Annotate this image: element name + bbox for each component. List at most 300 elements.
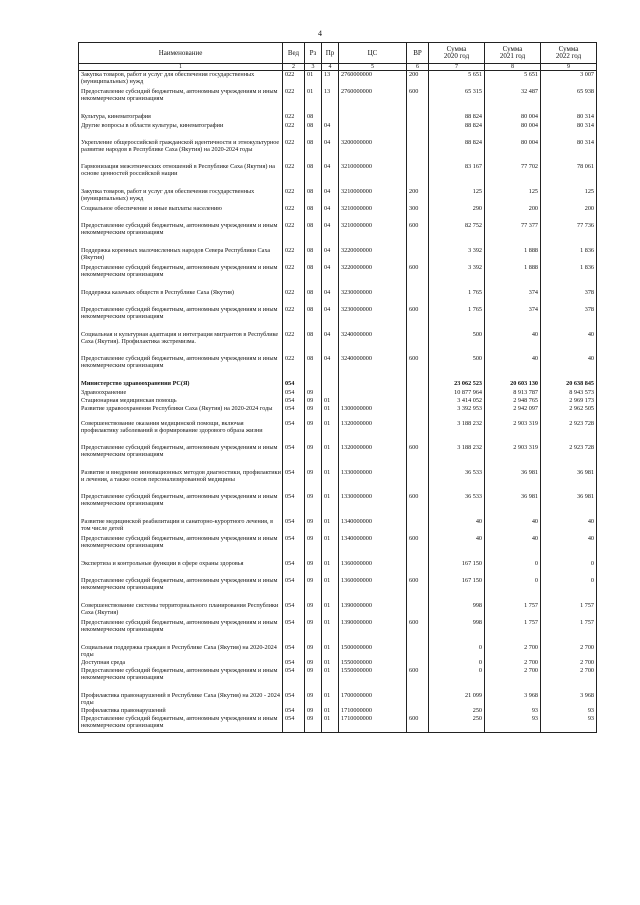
table-row	[79, 692, 597, 707]
cell-s3: 0	[541, 560, 597, 577]
cell-vr	[407, 707, 429, 715]
cell-cs: 1330000000	[339, 493, 407, 510]
cell-vr: 600	[407, 619, 429, 636]
spacer-cell	[283, 372, 305, 380]
cell-s3: 78 061	[541, 163, 597, 180]
cell-pr: 01	[322, 619, 339, 636]
cell-pr: 01	[322, 644, 339, 659]
spacer-cell	[429, 105, 485, 113]
spacer-cell	[407, 323, 429, 331]
cell-vr	[407, 420, 429, 444]
spacer-cell	[322, 131, 339, 139]
row-spacer	[79, 684, 597, 692]
cell-cs: 3210000000	[339, 188, 407, 205]
cell-cs: 1700000000	[339, 692, 407, 707]
spacer-cell	[79, 131, 283, 139]
spacer-cell	[322, 214, 339, 222]
cell-s2: 77 702	[485, 163, 541, 180]
spacer-cell	[339, 372, 407, 380]
spacer-cell	[79, 214, 283, 222]
cell-vr	[407, 469, 429, 493]
cell-cs: 3210000000	[339, 222, 407, 239]
cell-ved: 022	[283, 264, 305, 281]
cell-name: Предоставление субсидий бюджетным, автономным учреждениям и иным некоммерческим организациям	[79, 493, 283, 510]
cell-name: Предоставление субсидий бюджетным, автономным учреждениям и иным некоммерческим организациям	[79, 444, 283, 461]
cell-ved: 022	[283, 355, 305, 372]
cell-ved: 054	[283, 380, 305, 389]
spacer-cell	[429, 239, 485, 247]
table-row	[79, 222, 597, 239]
cell-name: Предоставление субсидий бюджетным, автономным учреждениям и иным некоммерческим организациям	[79, 577, 283, 594]
cell-s2: 5 651	[485, 71, 541, 89]
cell-ved: 054	[283, 602, 305, 619]
cell-ved: 054	[283, 535, 305, 552]
cell-s2: 3 968	[485, 692, 541, 707]
spacer-cell	[79, 684, 283, 692]
cell-ved: 054	[283, 577, 305, 594]
cell-name: Развитие медицинской реабилитации и санаторно-курортного лечения, в том числе детей	[79, 518, 283, 535]
spacer-cell	[407, 131, 429, 139]
spacer-cell	[339, 461, 407, 469]
cell-rz: 09	[305, 535, 322, 552]
cell-s3: 1 836	[541, 264, 597, 281]
cell-vr: 600	[407, 444, 429, 461]
spacer-cell	[322, 552, 339, 560]
cell-s2: 0	[485, 577, 541, 594]
cell-rz: 09	[305, 577, 322, 594]
table-row	[79, 535, 597, 552]
row-spacer	[79, 281, 597, 289]
cell-cs: 2760000000	[339, 88, 407, 105]
spacer-cell	[305, 323, 322, 331]
cell-rz: 08	[305, 122, 322, 131]
row-spacer	[79, 298, 597, 306]
cell-s1: 82 752	[429, 222, 485, 239]
spacer-cell	[322, 323, 339, 331]
cell-rz: 08	[305, 188, 322, 205]
spacer-cell	[339, 684, 407, 692]
cell-ved: 054	[283, 444, 305, 461]
row-spacer	[79, 594, 597, 602]
cell-vr	[407, 644, 429, 659]
cell-s1: 3 188 232	[429, 444, 485, 461]
cell-pr: 04	[322, 139, 339, 163]
spacer-cell	[283, 636, 305, 644]
cell-pr: 04	[322, 331, 339, 355]
spacer-cell	[407, 105, 429, 113]
cell-s1: 88 824	[429, 122, 485, 131]
spacer-cell	[283, 105, 305, 113]
cell-s1: 0	[429, 659, 485, 667]
cell-name: Профилактика правонарушений	[79, 707, 283, 715]
row-spacer	[79, 180, 597, 188]
cell-s1: 3 392	[429, 247, 485, 264]
cell-s3: 378	[541, 289, 597, 298]
cell-pr: 13	[322, 88, 339, 105]
cell-pr: 01	[322, 518, 339, 535]
cell-vr: 600	[407, 88, 429, 105]
cell-s1: 88 824	[429, 139, 485, 163]
cell-pr: 01	[322, 444, 339, 461]
spacer-cell	[339, 131, 407, 139]
cell-rz: 09	[305, 659, 322, 667]
column-number-row	[79, 64, 597, 71]
cell-name: Здравоохранение	[79, 389, 283, 397]
spacer-cell	[339, 594, 407, 602]
spacer-cell	[79, 105, 283, 113]
spacer-cell	[339, 298, 407, 306]
spacer-cell	[339, 552, 407, 560]
cell-pr: 04	[322, 163, 339, 180]
spacer-cell	[305, 180, 322, 188]
spacer-cell	[305, 461, 322, 469]
cell-name: Социальная поддержка граждан в Республике Саха (Якутия) на 2020-2024 годы	[79, 644, 283, 659]
spacer-cell	[429, 594, 485, 602]
cell-ved: 022	[283, 71, 305, 89]
spacer-cell	[407, 510, 429, 518]
spacer-cell	[485, 214, 541, 222]
cell-s1: 5 651	[429, 71, 485, 89]
cell-s2: 1 888	[485, 247, 541, 264]
spacer-cell	[79, 298, 283, 306]
table-row	[79, 380, 597, 389]
cell-s2: 36 981	[485, 469, 541, 493]
cell-s2: 40	[485, 355, 541, 372]
spacer-cell	[541, 594, 597, 602]
cell-ved: 054	[283, 667, 305, 684]
cell-vr	[407, 692, 429, 707]
cell-name: Предоставление субсидий бюджетным, автономным учреждениям и иным некоммерческим организациям	[79, 306, 283, 323]
table-row	[79, 389, 597, 397]
cell-pr: 01	[322, 493, 339, 510]
spacer-cell	[283, 180, 305, 188]
cell-cs: 1360000000	[339, 560, 407, 577]
cell-ved: 054	[283, 493, 305, 510]
cell-cs: 1550000000	[339, 659, 407, 667]
cell-pr: 04	[322, 306, 339, 323]
row-spacer	[79, 510, 597, 518]
table-row	[79, 188, 597, 205]
cell-pr: 01	[322, 420, 339, 444]
cell-s2: 2 948 765	[485, 397, 541, 405]
cell-vr	[407, 122, 429, 131]
cell-s1: 500	[429, 355, 485, 372]
spacer-cell	[283, 684, 305, 692]
cell-s3: 80 314	[541, 139, 597, 163]
cell-rz: 09	[305, 560, 322, 577]
cell-s1: 0	[429, 667, 485, 684]
cell-s2: 125	[485, 188, 541, 205]
spacer-cell	[339, 105, 407, 113]
spacer-cell	[283, 552, 305, 560]
table-row	[79, 715, 597, 733]
cell-s1: 1 765	[429, 306, 485, 323]
cell-s2: 1 757	[485, 619, 541, 636]
cell-s1: 40	[429, 535, 485, 552]
table-row	[79, 355, 597, 372]
table-row	[79, 420, 597, 444]
cell-name: Поддержка казачьих обществ в Республике Саха (Якутия)	[79, 289, 283, 298]
cell-name: Предоставление субсидий бюджетным, автономным учреждениям и иным некоммерческим организациям	[79, 355, 283, 372]
spacer-cell	[339, 510, 407, 518]
cell-s1: 3 392 953	[429, 405, 485, 420]
spacer-cell	[305, 636, 322, 644]
cell-rz: 09	[305, 469, 322, 493]
cell-vr	[407, 518, 429, 535]
spacer-cell	[305, 105, 322, 113]
spacer-cell	[283, 214, 305, 222]
cell-vr: 600	[407, 306, 429, 323]
cell-rz: 09	[305, 715, 322, 733]
cell-rz: 09	[305, 518, 322, 535]
cell-s2: 20 603 130	[485, 380, 541, 389]
cell-vr: 600	[407, 577, 429, 594]
cell-rz: 01	[305, 88, 322, 105]
cell-s2: 77 377	[485, 222, 541, 239]
cell-vr	[407, 289, 429, 298]
spacer-cell	[485, 323, 541, 331]
table-row	[79, 707, 597, 715]
cell-vr: 600	[407, 667, 429, 684]
cell-name: Развитие здравоохранения Республики Саха (Якутия) на 2020-2024 годы	[79, 405, 283, 420]
cell-name: Развитие и внедрение инновационных методов диагностики, профилактики и лечения, а также основ персонализированной медицины	[79, 469, 283, 493]
column-header: ЦС	[339, 43, 407, 64]
table-row	[79, 644, 597, 659]
table-row	[79, 577, 597, 594]
column-header: ВР	[407, 43, 429, 64]
cell-ved: 054	[283, 715, 305, 733]
cell-ved: 022	[283, 122, 305, 131]
cell-s1: 40	[429, 518, 485, 535]
spacer-cell	[429, 372, 485, 380]
column-number: 5	[339, 64, 407, 71]
cell-s3: 36 981	[541, 493, 597, 510]
spacer-cell	[339, 281, 407, 289]
spacer-cell	[407, 684, 429, 692]
cell-name: Социальное обеспечение и иные выплаты населению	[79, 205, 283, 214]
cell-cs: 3220000000	[339, 247, 407, 264]
spacer-cell	[429, 510, 485, 518]
spacer-cell	[322, 636, 339, 644]
cell-cs: 1710000000	[339, 707, 407, 715]
cell-s1: 167 150	[429, 560, 485, 577]
spacer-cell	[322, 105, 339, 113]
spacer-cell	[485, 131, 541, 139]
cell-pr: 01	[322, 715, 339, 733]
spacer-cell	[79, 552, 283, 560]
spacer-cell	[79, 372, 283, 380]
cell-ved: 022	[283, 205, 305, 214]
cell-pr: 01	[322, 405, 339, 420]
row-spacer	[79, 214, 597, 222]
spacer-cell	[541, 636, 597, 644]
row-spacer	[79, 131, 597, 139]
cell-s3: 1 836	[541, 247, 597, 264]
cell-s1: 21 099	[429, 692, 485, 707]
cell-cs: 1320000000	[339, 420, 407, 444]
spacer-cell	[429, 298, 485, 306]
cell-s3: 80 314	[541, 122, 597, 131]
table-row	[79, 397, 597, 405]
column-header: Сумма 2022 год	[541, 43, 597, 64]
cell-rz: 09	[305, 619, 322, 636]
cell-s3: 8 943 573	[541, 389, 597, 397]
cell-cs: 1390000000	[339, 602, 407, 619]
cell-pr: 04	[322, 247, 339, 264]
column-number: 9	[541, 64, 597, 71]
table-row	[79, 518, 597, 535]
cell-s2: 32 487	[485, 88, 541, 105]
spacer-cell	[541, 298, 597, 306]
cell-s2: 374	[485, 289, 541, 298]
cell-rz: 09	[305, 444, 322, 461]
spacer-cell	[429, 552, 485, 560]
cell-s1: 998	[429, 619, 485, 636]
cell-s3: 93	[541, 707, 597, 715]
column-number: 8	[485, 64, 541, 71]
cell-s3: 20 638 845	[541, 380, 597, 389]
spacer-cell	[407, 180, 429, 188]
spacer-cell	[541, 105, 597, 113]
spacer-cell	[485, 552, 541, 560]
cell-pr: 01	[322, 602, 339, 619]
cell-vr: 600	[407, 535, 429, 552]
cell-name: Гармонизация межэтнических отношений в Республике Саха (Якутия) на основе ценностей российской нации	[79, 163, 283, 180]
spacer-cell	[283, 323, 305, 331]
spacer-cell	[429, 636, 485, 644]
spacer-cell	[541, 180, 597, 188]
table-header-row	[79, 43, 597, 64]
cell-pr	[322, 380, 339, 389]
cell-s3: 1 757	[541, 602, 597, 619]
cell-pr: 01	[322, 397, 339, 405]
cell-s1: 23 062 523	[429, 380, 485, 389]
cell-s3: 378	[541, 306, 597, 323]
cell-rz: 09	[305, 389, 322, 397]
cell-s2: 1 888	[485, 264, 541, 281]
cell-pr: 04	[322, 355, 339, 372]
cell-rz: 08	[305, 247, 322, 264]
spacer-cell	[79, 636, 283, 644]
cell-s2: 2 903 319	[485, 444, 541, 461]
cell-ved: 054	[283, 420, 305, 444]
column-number: 4	[322, 64, 339, 71]
cell-s2: 40	[485, 535, 541, 552]
cell-name: Предоставление субсидий бюджетным, автономным учреждениям и иным некоммерческим организациям	[79, 619, 283, 636]
cell-cs: 1390000000	[339, 619, 407, 636]
cell-s2: 80 004	[485, 139, 541, 163]
column-number: 1	[79, 64, 283, 71]
spacer-cell	[339, 214, 407, 222]
spacer-cell	[322, 298, 339, 306]
cell-cs: 3220000000	[339, 264, 407, 281]
spacer-cell	[283, 461, 305, 469]
spacer-cell	[305, 239, 322, 247]
cell-s2: 2 942 097	[485, 405, 541, 420]
cell-cs: 3230000000	[339, 306, 407, 323]
spacer-cell	[429, 281, 485, 289]
cell-name: Стационарная медицинская помощь	[79, 397, 283, 405]
spacer-cell	[407, 594, 429, 602]
cell-cs: 1550000000	[339, 667, 407, 684]
budget-table	[78, 42, 597, 733]
spacer-cell	[305, 281, 322, 289]
row-spacer	[79, 636, 597, 644]
spacer-cell	[541, 552, 597, 560]
row-spacer	[79, 239, 597, 247]
cell-vr	[407, 139, 429, 163]
cell-s1: 3 188 232	[429, 420, 485, 444]
cell-vr	[407, 331, 429, 355]
cell-rz: 08	[305, 264, 322, 281]
table-row	[79, 122, 597, 131]
spacer-cell	[339, 180, 407, 188]
spacer-cell	[79, 180, 283, 188]
cell-rz: 08	[305, 306, 322, 323]
table-row	[79, 444, 597, 461]
cell-s2: 200	[485, 205, 541, 214]
cell-name: Предоставление субсидий бюджетным, автономным учреждениям и иным некоммерческим организациям	[79, 715, 283, 733]
cell-pr: 01	[322, 560, 339, 577]
table-row	[79, 602, 597, 619]
cell-s1: 125	[429, 188, 485, 205]
table-row	[79, 113, 597, 122]
table-row	[79, 667, 597, 684]
column-number: 3	[305, 64, 322, 71]
cell-ved: 054	[283, 659, 305, 667]
spacer-cell	[407, 552, 429, 560]
cell-cs: 3210000000	[339, 163, 407, 180]
cell-s3: 200	[541, 205, 597, 214]
spacer-cell	[429, 323, 485, 331]
row-spacer	[79, 552, 597, 560]
cell-vr: 600	[407, 222, 429, 239]
cell-rz: 09	[305, 493, 322, 510]
spacer-cell	[305, 298, 322, 306]
cell-pr: 01	[322, 692, 339, 707]
spacer-cell	[485, 281, 541, 289]
column-number: 6	[407, 64, 429, 71]
column-header: Наименование	[79, 43, 283, 64]
spacer-cell	[485, 180, 541, 188]
cell-rz: 09	[305, 644, 322, 659]
cell-cs	[339, 113, 407, 122]
cell-s2: 1 757	[485, 602, 541, 619]
spacer-cell	[407, 214, 429, 222]
spacer-cell	[485, 594, 541, 602]
cell-rz: 08	[305, 289, 322, 298]
spacer-cell	[407, 461, 429, 469]
cell-s3: 3 968	[541, 692, 597, 707]
table-body	[79, 71, 597, 733]
cell-name: Укрепление общероссийской гражданской идентичности и этнокультурное развитие народов в Республике Саха (Якутия) на 2020-2024 годы	[79, 139, 283, 163]
row-spacer	[79, 323, 597, 331]
table-row	[79, 205, 597, 214]
cell-s2: 36 981	[485, 493, 541, 510]
cell-vr	[407, 397, 429, 405]
cell-pr: 01	[322, 469, 339, 493]
table-row	[79, 289, 597, 298]
spacer-cell	[541, 214, 597, 222]
cell-name: Культура, кинематография	[79, 113, 283, 122]
cell-name: Предоставление субсидий бюджетным, автономным учреждениям и иным некоммерческим организациям	[79, 535, 283, 552]
spacer-cell	[305, 510, 322, 518]
cell-ved: 054	[283, 644, 305, 659]
column-header: Вед	[283, 43, 305, 64]
cell-s3: 93	[541, 715, 597, 733]
cell-s3: 2 962 505	[541, 405, 597, 420]
spacer-cell	[485, 510, 541, 518]
